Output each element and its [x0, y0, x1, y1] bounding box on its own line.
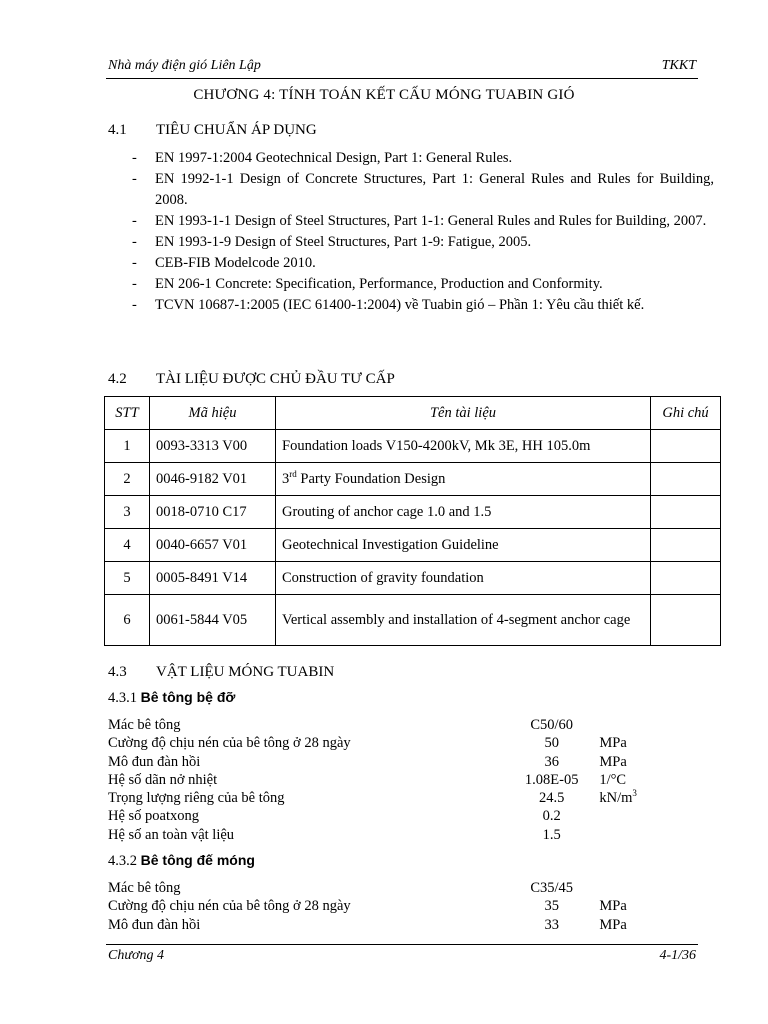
documents-table — [104, 396, 721, 646]
property-value: 1.5 — [542, 826, 561, 843]
property-row — [108, 771, 668, 789]
standards-list — [128, 148, 714, 316]
list-item-text: EN 1993-1-9 Design of Steel Structures, Part 1-9: Fatigue, 2005. — [155, 234, 532, 250]
list-item — [128, 274, 714, 295]
subsection-number: 4.3.2 — [108, 853, 137, 869]
table-header-row — [105, 397, 721, 430]
list-item-text: CEB-FIB Modelcode 2010. — [155, 255, 316, 271]
cell-code: 0061-5844 V05 — [150, 595, 276, 646]
property-unit: MPa — [599, 898, 627, 915]
cell-stt: 3 — [105, 496, 150, 529]
header-rule — [106, 78, 698, 79]
property-row — [108, 753, 668, 771]
base-concrete-properties — [108, 879, 668, 934]
property-value: 35 — [544, 898, 559, 915]
bullet-dash: - — [132, 171, 137, 187]
property-name: Mác bê tông — [108, 880, 181, 896]
cell-name-superscript: rd — [289, 468, 297, 479]
cell-name: Construction of gravity foundation — [276, 562, 651, 595]
property-unit — [593, 716, 668, 734]
pedestal-concrete-properties — [108, 716, 668, 844]
footer-rule — [106, 944, 698, 945]
property-name: Hệ số an toàn vật liệu — [108, 826, 235, 843]
bullet-dash: - — [132, 276, 137, 292]
property-row — [108, 826, 668, 844]
property-value: 50 — [544, 735, 559, 752]
section-number: 4.1 — [108, 122, 127, 138]
property-name: Mô đun đàn hồi — [108, 753, 201, 770]
property-unit: 1/°C — [599, 771, 627, 788]
property-unit — [593, 879, 668, 897]
cell-stt: 5 — [105, 562, 150, 595]
list-item-text: EN 1993-1-1 Design of Steel Structures, Part 1-1: General Rules and Rules for Building, 2007. — [155, 213, 707, 229]
property-name: Hệ số poatxong — [108, 808, 200, 825]
cell-name-text: Party Foundation Design — [296, 470, 446, 487]
list-item — [128, 169, 714, 211]
column-header-note: Ghi chú — [651, 397, 721, 430]
column-header-name: Tên tài liệu — [276, 397, 651, 430]
section-title: VẬT LIỆU MÓNG TUABIN — [156, 664, 335, 680]
page-footer — [108, 948, 696, 964]
property-unit — [593, 826, 668, 844]
cell-stt: 1 — [105, 430, 150, 463]
table-row — [105, 463, 721, 496]
property-name: Mô đun đàn hồi — [108, 916, 201, 933]
cell-note — [651, 463, 721, 496]
subsection-title: Bê tông bệ đỡ — [140, 689, 236, 705]
list-item — [128, 232, 714, 253]
list-item — [128, 295, 714, 316]
cell-note — [651, 496, 721, 529]
cell-name: Geotechnical Investigation Guideline — [276, 529, 651, 562]
cell-code: 0005-8491 V14 — [150, 562, 276, 595]
property-name: Mác bê tông — [108, 717, 181, 733]
property-unit — [593, 789, 668, 807]
property-row — [108, 789, 668, 807]
table-row — [105, 595, 721, 646]
column-header-stt: STT — [105, 397, 150, 430]
subsection-heading-pedestal-concrete — [108, 689, 235, 707]
property-value: 24.5 — [539, 790, 565, 807]
cell-name — [276, 463, 651, 496]
cell-note — [651, 529, 721, 562]
cell-name: Grouting of anchor cage 1.0 and 1.5 — [276, 496, 651, 529]
cell-stt: 6 — [105, 595, 150, 646]
cell-code: 0040-6657 V01 — [150, 529, 276, 562]
property-name: Cường độ chịu nén của bê tông ở 28 ngày — [108, 735, 351, 752]
property-unit — [593, 807, 668, 825]
bullet-dash: - — [132, 297, 137, 313]
property-name: Hệ số dãn nở nhiệt — [108, 771, 218, 788]
cell-note — [651, 430, 721, 463]
subsection-number: 4.3.1 — [108, 690, 137, 706]
header-code: TKKT — [661, 58, 696, 73]
cell-code: 0046-9182 V01 — [150, 463, 276, 496]
cell-stt: 2 — [105, 463, 150, 496]
table-row — [105, 529, 721, 562]
subsection-heading-base-concrete — [108, 852, 255, 870]
property-unit-exponent: 3 — [632, 788, 637, 799]
cell-note — [651, 562, 721, 595]
property-row — [108, 916, 668, 934]
cell-name: Vertical assembly and installation of 4-segment anchor cage — [276, 595, 651, 646]
header-project: Nhà máy điện gió Liên Lập — [108, 58, 261, 73]
cell-code: 0093-3313 V00 — [150, 430, 276, 463]
bullet-dash: - — [132, 234, 137, 250]
section-title: TIÊU CHUẨN ÁP DỤNG — [156, 122, 317, 138]
property-row — [108, 734, 668, 752]
subsection-title: Bê tông đế móng — [140, 852, 255, 868]
list-item-text: TCVN 10687-1:2005 (IEC 61400-1:2004) về Tuabin gió – Phần 1: Yêu cầu thiết kế. — [155, 297, 645, 313]
property-unit: MPa — [599, 916, 627, 933]
page-header — [108, 58, 696, 74]
section-heading-standards — [108, 122, 317, 139]
property-value: 0.2 — [542, 808, 561, 825]
property-name: Trọng lượng riêng của bê tông — [108, 790, 285, 807]
footer-page-number: 4-1/36 — [659, 948, 696, 963]
property-name: Cường độ chịu nén của bê tông ở 28 ngày — [108, 898, 351, 915]
property-value: 36 — [544, 753, 559, 770]
cell-stt: 4 — [105, 529, 150, 562]
cell-name-prefix: 3 — [282, 470, 290, 487]
column-header-code: Mã hiệu — [150, 397, 276, 430]
list-item — [128, 148, 714, 169]
cell-note — [651, 595, 721, 646]
section-heading-materials — [108, 664, 334, 681]
list-item-text: EN 1992-1-1 Design of Concrete Structures, Part 1: General Rules and Rules for Building, 2008. — [155, 171, 714, 208]
property-row — [108, 716, 668, 734]
property-row — [108, 879, 668, 897]
table-row — [105, 562, 721, 595]
section-heading-documents — [108, 371, 395, 388]
section-number: 4.2 — [108, 371, 127, 387]
chapter-title: CHƯƠNG 4: TÍNH TOÁN KẾT CẤU MÓNG TUABIN GIÓ — [193, 87, 575, 103]
cell-code: 0018-0710 C17 — [150, 496, 276, 529]
cell-name: Foundation loads V150-4200kV, Mk 3E, HH 105.0m — [276, 430, 651, 463]
property-value: 1.08E-05 — [524, 771, 579, 788]
property-row — [108, 807, 668, 825]
table-row — [105, 496, 721, 529]
list-item — [128, 253, 714, 274]
property-unit-base: kN/m — [599, 790, 633, 807]
property-value: 33 — [544, 916, 559, 933]
list-item-text: EN 1997-1:2004 Geotechnical Design, Part 1: General Rules. — [155, 150, 513, 166]
list-item — [128, 211, 714, 232]
property-row — [108, 897, 668, 915]
section-title: TÀI LIỆU ĐƯỢC CHỦ ĐẦU TƯ CẤP — [156, 371, 395, 387]
list-item-text: EN 206-1 Concrete: Specification, Performance, Production and Conformity. — [155, 276, 603, 292]
bullet-dash: - — [132, 150, 137, 166]
property-value: C50/60 — [530, 717, 574, 733]
property-value: C35/45 — [530, 880, 574, 896]
footer-chapter: Chương 4 — [108, 948, 164, 963]
property-unit: MPa — [599, 735, 627, 752]
table-row — [105, 430, 721, 463]
section-number: 4.3 — [108, 664, 127, 680]
bullet-dash: - — [132, 213, 137, 229]
bullet-dash: - — [132, 255, 137, 271]
property-unit: MPa — [599, 753, 627, 770]
